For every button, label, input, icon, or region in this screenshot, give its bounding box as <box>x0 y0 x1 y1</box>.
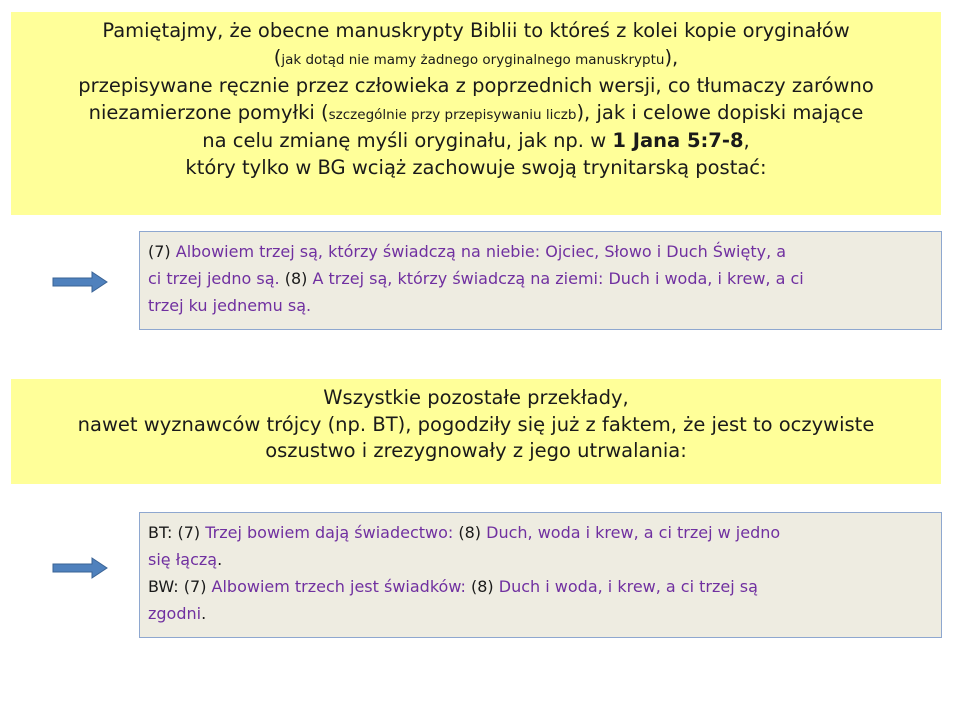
bg-quote-line-3: trzej ku jednemu są. <box>148 296 312 315</box>
bw-line-2: zgodni. <box>148 604 207 623</box>
bg-quote-box <box>139 231 942 330</box>
intro-note-manuscripts: jak dotąd nie mamy żadnego oryginalnego manuskryptu <box>281 51 665 68</box>
intro-line-3: przepisywane ręcznie przez człowieka z poprzednich wersji, co tłumaczy zarówno <box>78 74 874 97</box>
translations-box <box>139 512 942 638</box>
others-line-2: nawet wyznawców trójcy (np. BT), pogodziły się już z faktem, że jest to oczywiste <box>77 412 875 436</box>
bg-quote-line-1: (7) Albowiem trzej są, którzy świadczą na niebie: Ojciec, Słowo i Duch Święty, a <box>148 242 787 261</box>
bg-quote-line-2: ci trzej jedno są. (8) A trzej są, którzy świadczą na ziemi: Duch i woda, i krew, a ci <box>148 269 804 288</box>
intro-note-numbers: szczególnie przy przepisywaniu liczb <box>328 106 577 123</box>
verse-reference: 1 Jana 5:7-8 <box>612 129 744 152</box>
intro-line-5: na celu zmianę myśli oryginału, jak np. w 1 Jana 5:7-8, <box>202 129 750 152</box>
others-line-3: oszustwo i zrezygnowały z jego utrwalania: <box>265 439 687 462</box>
intro-box <box>11 12 941 215</box>
bt-line-2: się łączą. <box>148 550 223 569</box>
intro-line-2: (jak dotąd nie mamy żadnego oryginalnego manuskryptu), <box>273 45 679 69</box>
bw-line-1: BW: (7) Albowiem trzech jest świadków: (8) Duch i woda, i krew, a ci trzej są <box>148 577 758 596</box>
intro-line-1: Pamiętajmy, że obecne manuskrypty Biblii to któreś z kolei kopie oryginałów <box>102 19 850 42</box>
others-line-1: Wszystkie pozostałe przekłady, <box>323 386 629 409</box>
right-arrow-icon <box>52 557 108 579</box>
bt-line-1: BT: (7) Trzej bowiem dają świadectwo: (8) Duch, woda i krew, a ci trzej w jedno <box>148 523 781 542</box>
others-box <box>11 379 941 484</box>
right-arrow-icon <box>52 271 108 293</box>
intro-line-4: niezamierzone pomyłki (szczególnie przy przepisywaniu liczb), jak i celowe dopiski mające <box>88 100 864 124</box>
intro-line-6: który tylko w BG wciąż zachowuje swoją trynitarską postać: <box>185 155 767 179</box>
